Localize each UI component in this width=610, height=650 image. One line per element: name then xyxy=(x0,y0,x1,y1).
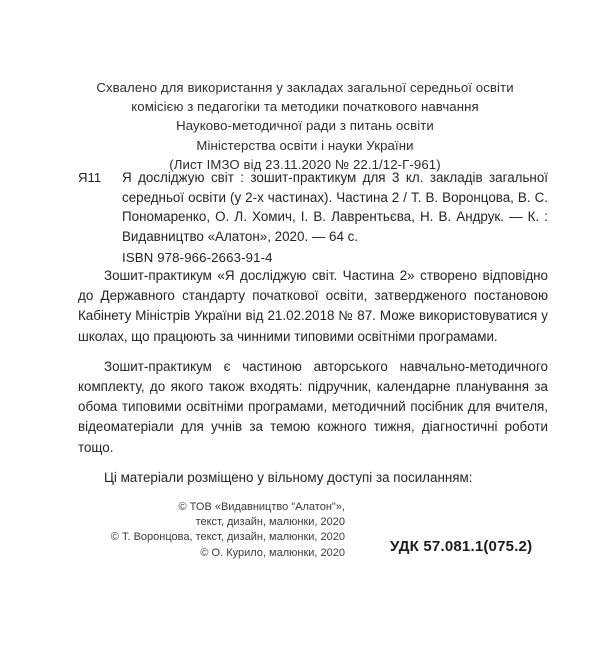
approval-line-4: Міністерства освіти і науки України xyxy=(196,137,414,153)
approval-statement xyxy=(0,78,610,174)
imprint-footer xyxy=(0,500,610,580)
approval-line-3: Науково-методичної ради з питань освіти xyxy=(176,118,434,134)
annotation-paragraph-2: Зошит-практикум є частиною авторського навчально-методичного комплекту, до якого також входять: підручник, календарне планування за обома типовими освітніми програмами, методичний посібник для вчителя, відеоматеріали для учнів за темою кожного тижня, діагностичні роботи тощо. xyxy=(78,358,548,455)
bibliographic-description: Я досліджую світ : зошит-практикум для 3 кл. закладів загальної середньої освіти (у 2-х частинах). Частина 2 / Т. В. Воронцова, В. С. Пономаренко, О. Л. Хомич, І. В. Лаврентьєва, Н. В. Андрук. — К. : Видавництво «Алатон», 2020. — 64 с. xyxy=(122,170,548,244)
annotation-paragraph-1: Зошит-практикум «Я досліджую світ. Частина 2» створено відповідно до Державного стандарту початкової освіти, затвердженого постановою Кабінету Міністрів України від 21.02.2018 № 87. Може використовуватися у школах, що працюють за чинними типовими освітніми програмами. xyxy=(78,268,548,344)
annotation-text xyxy=(78,266,548,488)
bibliographic-record xyxy=(78,168,548,268)
copyright-line-publisher-detail: текст, дизайн, малюнки, 2020 xyxy=(195,516,345,529)
isbn: ISBN 978-966-2663-91-4 xyxy=(122,250,273,266)
approval-letter-reference: (Лист ІМЗО від 23.11.2020 № 22.1/12-Г-961) xyxy=(169,156,441,172)
copyright-line-publisher: © ТОВ «Видавництво "Алатон"», xyxy=(178,501,345,513)
shelfmark: Я11 xyxy=(78,170,102,185)
annotation-paragraph-3: Ці матеріали розміщено у вільному доступі за посиланням: xyxy=(104,469,473,485)
copyright-line-author: © Т. Воронцова, текст, дизайн, малюнки, 2020 xyxy=(110,531,345,544)
udc-code: УДК 57.081.1(075.2) xyxy=(390,538,533,555)
approval-line-2: комісією з педагогіки та методики початкового навчання xyxy=(131,99,479,115)
bibliographic-description-row xyxy=(78,168,548,246)
approval-line-1: Схвалено для використання у закладах загальної середньої освіти xyxy=(96,80,514,95)
copyright-line-illustrator: © О. Курило, малюнки, 2020 xyxy=(200,546,345,559)
copyright-block xyxy=(95,500,345,561)
